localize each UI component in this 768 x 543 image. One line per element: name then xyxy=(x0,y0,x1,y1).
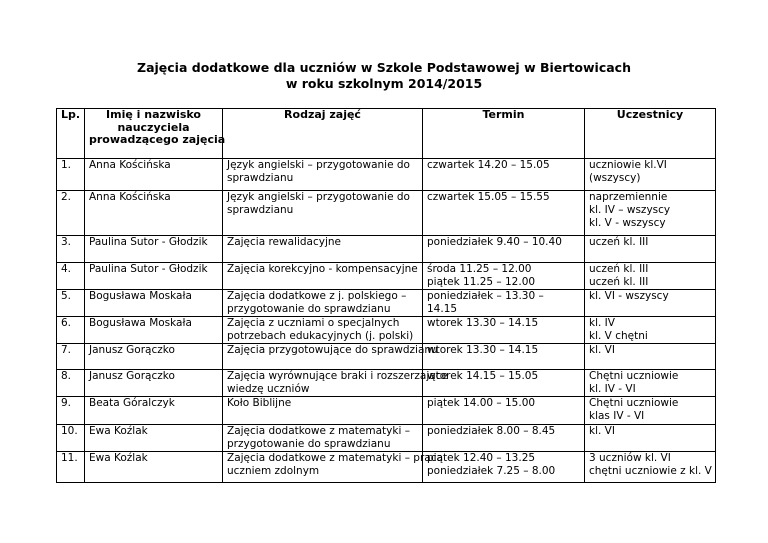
cell-term xyxy=(423,317,585,344)
header-lp: Lp. xyxy=(57,109,85,159)
cell-type xyxy=(223,263,423,290)
table-row xyxy=(57,317,716,344)
cell-teacher: Anna Kościńska xyxy=(85,159,223,191)
cell-teacher: Paulina Sutor - Głodzik xyxy=(85,263,223,290)
cell-participants xyxy=(585,290,716,317)
cell-participants-line: klas IV - VI xyxy=(589,410,645,422)
cell-participants-line: chętni uczniowie z kl. V xyxy=(589,465,712,477)
cell-participants xyxy=(585,236,716,263)
cell-type-line: wiedzę uczniów xyxy=(227,383,310,395)
cell-term-line: czwartek 14.20 – 15.05 xyxy=(427,159,550,171)
cell-teacher: Ewa Koźlak xyxy=(85,425,223,452)
cell-lp: 10. xyxy=(57,425,85,452)
cell-lp: 3. xyxy=(57,236,85,263)
cell-term-line: piątek 12.40 – 13.25 xyxy=(427,452,536,464)
cell-teacher: Anna Kościńska xyxy=(85,191,223,236)
cell-term-line: wtorek 13.30 – 14.15 xyxy=(427,317,539,329)
cell-participants-line: Chętni uczniowie xyxy=(589,397,679,409)
cell-teacher: Paulina Sutor - Głodzik xyxy=(85,236,223,263)
cell-participants xyxy=(585,397,716,425)
cell-type-line: Język angielski – przygotowanie do xyxy=(227,159,410,171)
cell-type-line: Zajęcia przygotowujące do sprawdzianu xyxy=(227,344,438,356)
cell-type-line: uczniem zdolnym xyxy=(227,465,320,477)
cell-lp: 1. xyxy=(57,159,85,191)
cell-teacher: Bogusława Moskała xyxy=(85,290,223,317)
cell-type-line: Język angielski – przygotowanie do xyxy=(227,191,410,203)
cell-lp: 4. xyxy=(57,263,85,290)
cell-type xyxy=(223,425,423,452)
cell-participants-line: 3 uczniów kl. VI xyxy=(589,452,671,464)
cell-participants xyxy=(585,370,716,397)
cell-term xyxy=(423,397,585,425)
header-type: Rodzaj zajęć xyxy=(223,109,423,159)
cell-participants xyxy=(585,344,716,370)
cell-type-line: Zajęcia rewalidacyjne xyxy=(227,236,341,248)
header-teacher-line: prowadzącego zajęcia xyxy=(89,133,226,146)
table-row xyxy=(57,191,716,236)
table-row xyxy=(57,290,716,317)
cell-lp: 11. xyxy=(57,452,85,483)
table-row xyxy=(57,263,716,290)
cell-teacher: Bogusława Moskała xyxy=(85,317,223,344)
table-row xyxy=(57,452,716,483)
cell-participants-line: (wszyscy) xyxy=(589,172,641,184)
cell-participants-line: kl. IV – wszyscy xyxy=(589,204,671,216)
cell-type xyxy=(223,397,423,425)
cell-term-line: poniedziałek 8.00 – 8.45 xyxy=(427,425,556,437)
table-row xyxy=(57,159,716,191)
header-participants: Uczestnicy xyxy=(585,109,716,159)
cell-participants-line: uczeń kl. III xyxy=(589,263,649,275)
header-teacher-line: Imię i nazwisko xyxy=(106,108,201,121)
cell-type-line: Koło Biblijne xyxy=(227,397,292,409)
cell-participants-line: uczeń kl. III xyxy=(589,276,649,288)
cell-participants-line: uczniowie kl.VI xyxy=(589,159,667,171)
cell-lp: 2. xyxy=(57,191,85,236)
cell-participants-line: kl. V chętni xyxy=(589,330,648,342)
cell-participants xyxy=(585,317,716,344)
cell-type xyxy=(223,452,443,483)
schedule-table xyxy=(56,108,716,483)
table-row xyxy=(57,425,716,452)
cell-type xyxy=(223,370,448,397)
cell-term xyxy=(423,159,585,191)
document-title: Zajęcia dodatkowe dla uczniów w Szkole Podstawowej w Biertowicach xyxy=(137,60,631,75)
cell-type-line: Zajęcia dodatkowe z matematyki – praca xyxy=(227,452,443,464)
cell-lp: 9. xyxy=(57,397,85,425)
cell-participants xyxy=(585,425,716,452)
cell-term-line: poniedziałek 9.40 – 10.40 xyxy=(427,236,562,248)
cell-participants xyxy=(585,191,716,236)
cell-lp: 5. xyxy=(57,290,85,317)
cell-participants xyxy=(585,159,716,191)
cell-participants-line: kl. VI xyxy=(589,344,615,356)
cell-type-line: Zajęcia wyrównujące braki i rozszerzające xyxy=(227,370,448,382)
document-subtitle: w roku szkolnym 2014/2015 xyxy=(285,76,483,91)
cell-type-line: Zajęcia z uczniami o specjalnych xyxy=(227,317,400,329)
table-body xyxy=(57,159,716,483)
cell-type-line: Zajęcia dodatkowe z j. polskiego – xyxy=(227,290,407,302)
cell-teacher: Ewa Koźlak xyxy=(85,452,223,483)
cell-term xyxy=(423,425,585,452)
table-row xyxy=(57,236,716,263)
cell-participants xyxy=(585,452,716,483)
cell-participants-line: kl. V - wszyscy xyxy=(589,217,666,229)
cell-type xyxy=(223,159,423,191)
cell-participants xyxy=(585,263,716,290)
cell-type xyxy=(223,290,423,317)
cell-term-line: 14.15 xyxy=(427,303,458,315)
cell-term xyxy=(423,344,585,370)
cell-term xyxy=(423,191,585,236)
cell-term xyxy=(423,236,585,263)
cell-term xyxy=(423,370,585,397)
cell-term xyxy=(423,452,585,483)
cell-type-line: potrzebach edukacyjnych (j. polski) xyxy=(227,330,414,342)
table-row xyxy=(57,397,716,425)
cell-participants-line: Chętni uczniowie xyxy=(589,370,679,382)
table-row xyxy=(57,370,716,397)
cell-type xyxy=(223,191,423,236)
cell-participants-line: kl. IV xyxy=(589,317,615,329)
cell-type-line: przygotowanie do sprawdzianu xyxy=(227,438,391,450)
cell-type-line: sprawdzianu xyxy=(227,204,294,216)
cell-type-line: sprawdzianu xyxy=(227,172,294,184)
cell-type xyxy=(223,317,423,344)
cell-term-line: środa 11.25 – 12.00 xyxy=(427,263,532,275)
cell-term-line: wtorek 13.30 – 14.15 xyxy=(427,344,539,356)
cell-term-line: czwartek 15.05 – 15.55 xyxy=(427,191,550,203)
table-row xyxy=(57,344,716,370)
cell-teacher: Beata Góralczyk xyxy=(85,397,223,425)
cell-lp: 8. xyxy=(57,370,85,397)
header-teacher-line: nauczyciela xyxy=(117,120,190,134)
cell-participants-line: naprzemiennie xyxy=(589,191,668,203)
cell-type-line: Zajęcia dodatkowe z matematyki – xyxy=(227,425,410,437)
cell-term-line: poniedziałek 7.25 – 8.00 xyxy=(427,465,556,477)
cell-term xyxy=(423,290,585,317)
cell-lp: 7. xyxy=(57,344,85,370)
cell-term-line: wtorek 14.15 – 15.05 xyxy=(427,370,539,382)
cell-type-line: przygotowanie do sprawdzianu xyxy=(227,303,391,315)
header-term: Termin xyxy=(423,109,585,159)
cell-participants-line: kl. IV - VI xyxy=(589,383,636,395)
cell-type xyxy=(223,236,423,263)
cell-lp: 6. xyxy=(57,317,85,344)
cell-term-line: piątek 14.00 – 15.00 xyxy=(427,397,536,409)
cell-type xyxy=(223,344,438,370)
cell-teacher: Janusz Gorączko xyxy=(85,344,223,370)
cell-term-line: poniedziałek – 13.30 – xyxy=(427,290,544,302)
table-header-row xyxy=(57,109,716,159)
cell-participants-line: kl. VI xyxy=(589,425,615,437)
cell-participants-line: kl. VI - wszyscy xyxy=(589,290,669,302)
cell-type-line: Zajęcia korekcyjno - kompensacyjne xyxy=(227,263,418,275)
cell-term xyxy=(423,263,585,290)
header-teacher xyxy=(85,108,226,159)
cell-teacher: Janusz Gorączko xyxy=(85,370,223,397)
cell-term-line: piątek 11.25 – 12.00 xyxy=(427,276,536,288)
cell-participants-line: uczeń kl. III xyxy=(589,236,649,248)
